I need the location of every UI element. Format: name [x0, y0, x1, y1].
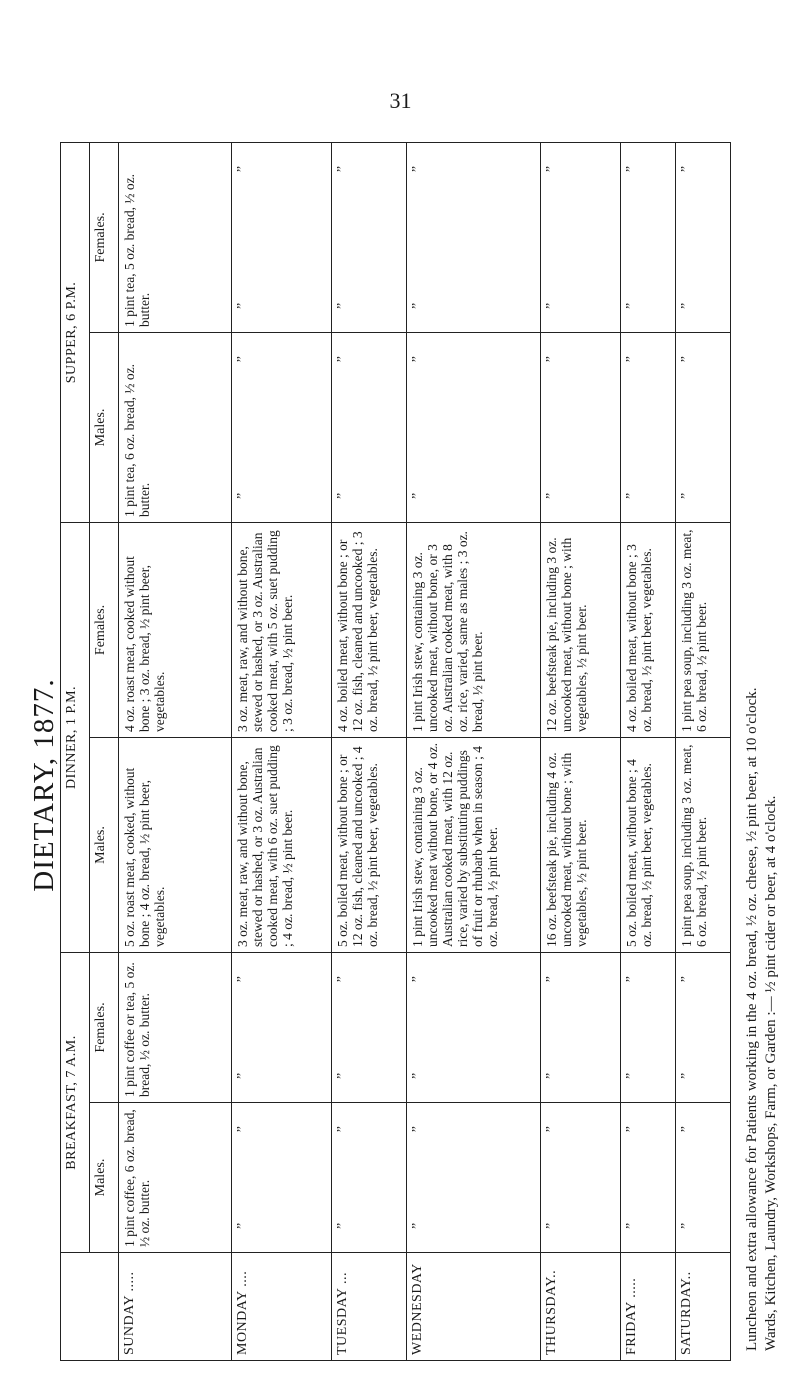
ditto-mark: ” — [679, 1126, 694, 1133]
breakfast-males-ditto — [332, 1103, 407, 1253]
supper-females-ditto — [541, 142, 621, 332]
day-label: SATURDAY.. — [676, 1253, 731, 1361]
table-row — [232, 142, 332, 1360]
footnote-line: Wards, Kitchen, Laundry, Workshops, Farm, or Garden :— ½ pint cider or beer, at 4 o'clock. — [763, 795, 779, 1351]
ditto-mark: ” — [335, 975, 350, 983]
supper-header: SUPPER, 6 P.M. — [61, 142, 90, 522]
day-label: FRIDAY ..... — [621, 1253, 676, 1361]
breakfast-header: BREAKFAST, 7 A.M. — [61, 952, 90, 1252]
supper-males-ditto — [676, 332, 731, 522]
dinner-males-cell: 16 oz. beefsteak pie, including 4 oz. uncooked meat, without bone ; with vegetables, ½ pint beer. — [541, 737, 621, 952]
supper-females-ditto — [676, 142, 731, 332]
dinner-females-header: Females. — [90, 522, 119, 737]
sex-header-row — [90, 142, 119, 1360]
ditto-mark: ” — [335, 492, 350, 499]
breakfast-males-header: Males. — [90, 1103, 119, 1253]
ditto-mark: ” — [679, 302, 694, 309]
dinner-females-cell: 1 pint Irish stew, containing 3 oz. uncooked meat, without bone, or 3 oz. Australian cooked meat, with 8 oz. rice, varied, same as males ; 3 oz. bread, ½ pint beer. — [407, 522, 541, 737]
dinner-females-cell: 3 oz. meat, raw, and without bone, stewed or hashed, or 3 oz. Australian cooked meat, with 5 oz. suet pudding ; 3 oz. bread, ½ pint beer. — [232, 522, 332, 737]
supper-females-ditto — [621, 142, 676, 332]
breakfast-females-ditto — [332, 952, 407, 1102]
breakfast-females-ditto — [541, 952, 621, 1102]
breakfast-females-cell: 1 pint coffee or tea, 5 oz. bread, ½ oz. butter. — [119, 952, 232, 1102]
dinner-males-cell: 3 oz. meat, raw, and without bone, stewed or hashed, or 3 oz. Australian cooked meat, with 6 oz. suet pudding ; 4 oz. bread, ½ pint beer. — [232, 737, 332, 952]
day-label: TUESDAY ... — [332, 1253, 407, 1361]
supper-males-ditto — [232, 332, 332, 522]
dinner-males-cell: 5 oz. boiled meat, without bone ; 4 oz. bread, ½ pint beer, vegetables. — [621, 737, 676, 952]
day-label: SUNDAY ..... — [119, 1253, 232, 1361]
ditto-mark: ” — [544, 975, 559, 983]
ditto-mark: ” — [235, 1126, 250, 1133]
ditto-mark: ” — [679, 1072, 694, 1079]
ditto-mark: ” — [335, 1222, 350, 1229]
ditto-mark: ” — [410, 302, 425, 309]
ditto-mark: ” — [624, 1222, 639, 1229]
table-row — [332, 142, 407, 1360]
ditto-mark: ” — [335, 302, 350, 309]
breakfast-males-ditto — [676, 1103, 731, 1253]
dietary-table-frame — [60, 143, 779, 1361]
supper-females-ditto — [407, 142, 541, 332]
supper-females-ditto — [232, 142, 332, 332]
ditto-mark: ” — [679, 975, 694, 983]
dinner-females-cell: 4 oz. boiled meat, without bone ; or 12 oz. fish, cleaned and uncooked ; 3 oz. bread, ½ pint beer, vegetables. — [332, 522, 407, 737]
page-number: 31 — [389, 88, 412, 113]
ditto-mark: ” — [544, 492, 559, 499]
breakfast-males-ditto — [232, 1103, 332, 1253]
ditto-mark: ” — [410, 1072, 425, 1079]
ditto-mark: ” — [624, 492, 639, 499]
footnote-line: Luncheon and extra allowance for Patients working in the 4 oz. bread, ½ oz. cheese, ½ pint beer, at 10 o'clock. — [744, 687, 760, 1351]
dinner-females-cell: 1 pint pea soup, including 3 oz. meat, 6 oz. bread, ½ pint beer. — [676, 522, 731, 737]
supper-males-ditto — [332, 332, 407, 522]
ditto-mark: ” — [544, 165, 559, 173]
ditto-mark: ” — [235, 165, 250, 173]
dinner-males-cell: 5 oz. roast meat, cooked, without bone ; 4 oz. bread, ½ pint beer, vegetables. — [119, 737, 232, 952]
ditto-mark: ” — [235, 355, 250, 363]
dinner-females-cell: 4 oz. roast meat, cooked without bone ; 3 oz. bread, ½ pint beer, vegetables. — [119, 522, 232, 737]
ditto-mark: ” — [335, 1126, 350, 1133]
supper-females-cell: 1 pint tea, 5 oz. bread, ½ oz. butter. — [119, 142, 232, 332]
breakfast-females-ditto — [621, 952, 676, 1102]
ditto-mark: ” — [410, 1126, 425, 1133]
dietary-table — [60, 142, 731, 1361]
ditto-mark: ” — [235, 1072, 250, 1079]
ditto-mark: ” — [544, 302, 559, 309]
dinner-females-cell: 12 oz. beefsteak pie, including 3 oz. uncooked meat, without bone ; with vegetables, ½ pint beer. — [541, 522, 621, 737]
supper-males-cell: 1 pint tea, 6 oz. bread, ½ oz. butter. — [119, 332, 232, 522]
ditto-mark: ” — [544, 1072, 559, 1079]
ditto-mark: ” — [335, 165, 350, 173]
supper-males-ditto — [621, 332, 676, 522]
dinner-males-header: Males. — [90, 737, 119, 952]
ditto-mark: ” — [235, 975, 250, 983]
ditto-mark: ” — [410, 355, 425, 363]
footnote — [743, 133, 781, 1361]
breakfast-males-ditto — [541, 1103, 621, 1253]
breakfast-females-ditto — [676, 952, 731, 1102]
supper-females-header: Females. — [90, 142, 119, 332]
ditto-mark: ” — [335, 1072, 350, 1079]
dinner-males-cell: 5 oz. boiled meat, without bone ; or 12 oz. fish, cleaned and uncooked ; 4 oz. bread, ½ pint beer, vegetables. — [332, 737, 407, 952]
ditto-mark: ” — [410, 492, 425, 499]
ditto-mark: ” — [410, 1222, 425, 1229]
breakfast-females-ditto — [407, 952, 541, 1102]
ditto-mark: ” — [235, 1222, 250, 1229]
ditto-mark: ” — [235, 302, 250, 309]
breakfast-males-cell: 1 pint coffee, 6 oz. bread, ½ oz. butter. — [119, 1103, 232, 1253]
breakfast-males-ditto — [407, 1103, 541, 1253]
ditto-mark: ” — [544, 355, 559, 363]
dinner-females-cell: 4 oz. boiled meat, without bone ; 3 oz. bread, ½ pint beer, vegetables. — [621, 522, 676, 737]
ditto-mark: ” — [235, 492, 250, 499]
table-row — [541, 142, 621, 1360]
ditto-mark: ” — [624, 355, 639, 363]
breakfast-females-ditto — [232, 952, 332, 1102]
breakfast-males-ditto — [621, 1103, 676, 1253]
supper-males-ditto — [407, 332, 541, 522]
ditto-mark: ” — [624, 1126, 639, 1133]
day-label: THURSDAY.. — [541, 1253, 621, 1361]
table-row — [119, 142, 232, 1360]
dinner-males-cell: 1 pint pea soup, including 3 oz. meat, 6 oz. bread, ½ pint beer. — [676, 737, 731, 952]
ditto-mark: ” — [679, 355, 694, 363]
ditto-mark: ” — [624, 165, 639, 173]
ditto-mark: ” — [679, 1222, 694, 1229]
supper-males-ditto — [541, 332, 621, 522]
ditto-mark: ” — [410, 975, 425, 983]
ditto-mark: ” — [410, 165, 425, 173]
breakfast-females-header: Females. — [90, 952, 119, 1102]
day-header — [61, 1253, 119, 1361]
ditto-mark: ” — [679, 165, 694, 173]
ditto-mark: ” — [544, 1126, 559, 1133]
ditto-mark: ” — [624, 302, 639, 309]
ditto-mark: ” — [335, 355, 350, 363]
day-label: WEDNESDAY — [407, 1253, 541, 1361]
day-label: MONDAY .... — [232, 1253, 332, 1361]
dinner-males-cell: 1 pint Irish stew, containing 3 oz. uncooked meat without bone, or 4 oz. Australian cooked meat, with 12 oz. rice, varied by substituting puddings of fruit or rhubarb when in season ; 4 oz. bread, ½ pint beer. — [407, 737, 541, 952]
ditto-mark: ” — [624, 975, 639, 983]
ditto-mark: ” — [624, 1072, 639, 1079]
meal-header-row — [61, 142, 90, 1360]
ditto-mark: ” — [544, 1222, 559, 1229]
table-row — [676, 142, 731, 1360]
page-title: DIETARY, 1877. — [28, 678, 60, 892]
supper-males-header: Males. — [90, 332, 119, 522]
supper-females-ditto — [332, 142, 407, 332]
table-row — [407, 142, 541, 1360]
ditto-mark: ” — [679, 492, 694, 499]
dinner-header: DINNER, 1 P.M. — [61, 522, 90, 952]
table-row — [621, 142, 676, 1360]
